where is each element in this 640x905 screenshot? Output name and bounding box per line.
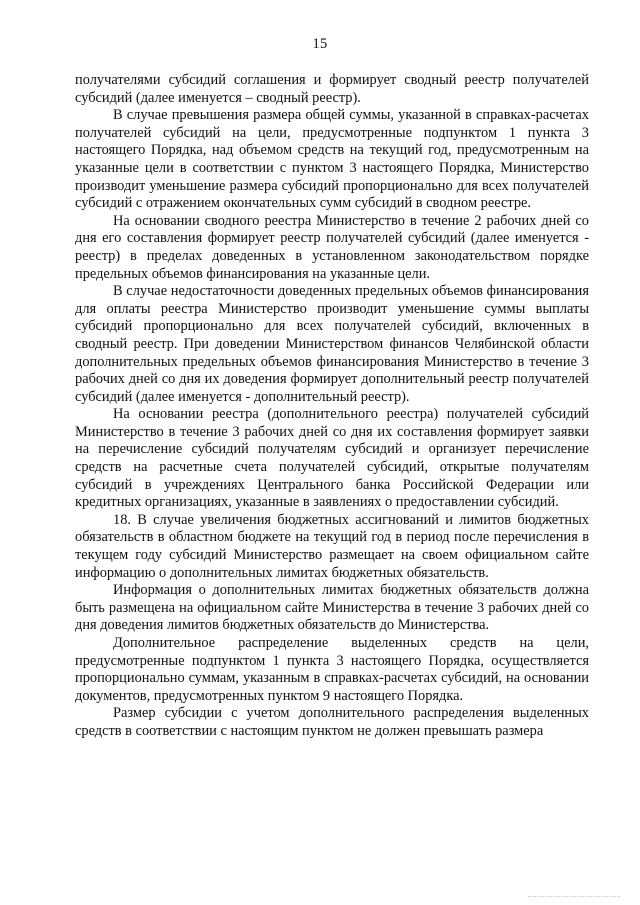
paragraph-item-18: 18. В случае увеличения бюджетных ассигнований и лимитов бюджетных обязательств в областном бюджете на текущий год в период после перечисления в текущем году субсидий Министерство размещает на своем официальном сайте информацию о дополнительных лимитах бюджетных обязательств.: [75, 511, 589, 581]
document-body: [75, 72, 589, 741]
paragraph-registry-formation: На основании сводного реестра Министерство в течение 2 рабочих дней со дня его составления формирует реестр получателей субсидий (далее именуется - реестр) в пределах доведенных в установленном законодательством порядке предельных объемов финансирования на указанные цели.: [75, 212, 589, 282]
footer-scan-mark: [528, 896, 620, 901]
page-number: 15: [312, 36, 328, 52]
paragraph-limits-publication: Информация о дополнительных лимитах бюджетных обязательств должна быть размещена на официальном сайте Министерства в течение 3 рабочих дней со дня доведения лимитов бюджетных обязательств до Министерства.: [75, 582, 589, 634]
paragraph-continuation: получателями субсидий соглашения и формирует сводный реестр получателей субсидий (далее именуется – сводный реестр).: [75, 72, 589, 106]
paragraph-subsidy-cap: Размер субсидии с учетом дополнительного распределения выделенных средств в соответствии с настоящим пунктом не должен превышать размера: [75, 705, 589, 739]
paragraph-transfer-requests: На основании реестра (дополнительного реестра) получателей субсидий Министерство в течение 3 рабочих дней со дня их составления формирует заявки на перечисление субсидий получателям субсидий и организует перечисление средств на расчетные счета получателей субсидий, открытые получателям субсидий в учреждениях Центрального банка Российской Федерации или кредитных организациях, указанные в заявлениях о предоставлении субсидий.: [75, 406, 589, 511]
paragraph-additional-distribution: Дополнительное распределение выделенных средств на цели, предусмотренные подпунктом 1 пункта 3 настоящего Порядка, осуществляется пропорционально суммам, указанным в справках-расчетах субсидий, на основании документов, предусмотренных пунктом 9 настоящего Порядка.: [75, 635, 589, 704]
paragraph-excess-reduction: В случае превышения размера общей суммы, указанной в справках-расчетах получателей субсидий на цели, предусмотренные подпунктом 1 пункта 3 настоящего Порядка, над объемом средств на текущий год, предусмотренным на указанные цели в соответствии с пунктом 3 настоящего Порядка, Министерство производит уменьшение размера субсидий пропорционально для всех получателей субсидий с отражением окончательных сумм субсидий в сводном реестре.: [75, 107, 589, 212]
paragraph-insufficient-funding: В случае недостаточности доведенных предельных объемов финансирования для оплаты реестра Министерство производит уменьшение суммы выплаты субсидий пропорционально для всех получателей субсидий, включенных в сводный реестр. При доведении Министерством финансов Челябинской области дополнительных предельных объемов финансирования Министерство в течение 3 рабочих дней со дня их доведения формирует дополнительный реестр получателей субсидий (далее именуется - дополнительный реестр).: [75, 283, 589, 405]
